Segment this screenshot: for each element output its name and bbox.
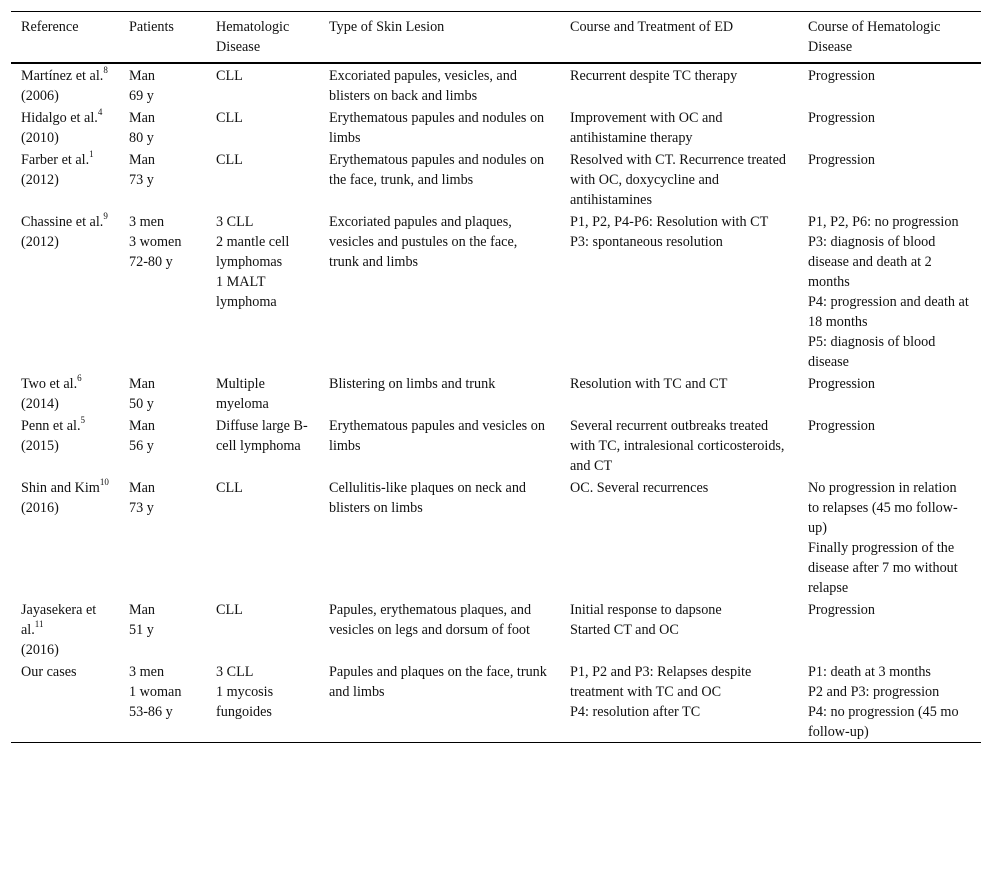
patients-cell <box>119 598 206 660</box>
treatment-cell-line: P3: spontaneous resolution <box>570 234 723 250</box>
header-treatment: Course and Treatment of ED <box>570 19 734 35</box>
comparison-table <box>11 11 981 743</box>
reference-citation-number: 6 <box>77 373 82 384</box>
reference-authors: Our cases <box>21 664 77 680</box>
reference-cell <box>11 148 119 210</box>
patients-cell-line: 3 men <box>129 664 165 680</box>
skin-lesion-cell <box>319 598 560 660</box>
reference-cell <box>11 210 119 372</box>
disease-cell <box>206 372 319 414</box>
disease-course-cell-line: P2 and P3: progression <box>808 684 940 700</box>
disease-course-cell <box>798 476 981 598</box>
reference-year: (2010) <box>21 130 59 146</box>
header-patients: Patients <box>129 19 174 35</box>
treatment-cell-line: Started CT and OC <box>570 622 679 638</box>
table-row <box>11 372 981 414</box>
disease-cell-line: CLL <box>216 602 243 618</box>
treatment-cell-line: Resolved with CT. Recurrence treated with OC, doxycycline and antihistamines <box>570 152 787 208</box>
disease-course-cell-line: P5: diagnosis of blood disease <box>808 334 936 370</box>
skin-lesion-cell-line: Erythematous papules and nodules on limbs <box>329 110 545 146</box>
patients-cell-line: 53-86 y <box>129 704 173 720</box>
reference-cell <box>11 598 119 660</box>
reference-authors: Shin and Kim <box>21 480 100 496</box>
skin-lesion-cell-line: Cellulitis-like plaques on neck and blisters on limbs <box>329 480 527 516</box>
disease-cell-line: 1 mycosis fungoides <box>216 684 274 720</box>
table-header-row <box>11 12 981 64</box>
treatment-cell <box>560 414 798 476</box>
disease-cell-line: 3 CLL <box>216 664 254 680</box>
patients-cell <box>119 476 206 598</box>
reference-year: (2016) <box>21 642 59 658</box>
skin-lesion-cell-line: Erythematous papules and nodules on the face, trunk, and limbs <box>329 152 545 188</box>
reference-year: (2014) <box>21 396 59 412</box>
treatment-cell <box>560 372 798 414</box>
skin-lesion-cell-line: Excoriated papules and plaques, vesicles and pustules on the face, trunk and limbs <box>329 214 518 270</box>
skin-lesion-cell <box>319 476 560 598</box>
reference-citation-number: 1 <box>89 149 94 160</box>
patients-cell <box>119 106 206 148</box>
patients-cell <box>119 63 206 106</box>
patients-cell-line: 69 y <box>129 88 154 104</box>
table-row <box>11 414 981 476</box>
patients-cell <box>119 660 206 743</box>
disease-cell-line: CLL <box>216 68 243 84</box>
treatment-cell-line: Improvement with OC and antihistamine therapy <box>570 110 723 146</box>
skin-lesion-cell <box>319 372 560 414</box>
patients-cell-line: 3 women <box>129 234 182 250</box>
reference-authors: Farber et al. <box>21 152 90 168</box>
disease-cell-line: 1 MALT lymphoma <box>216 274 277 310</box>
header-skin-lesion: Type of Skin Lesion <box>329 19 445 35</box>
treatment-cell <box>560 210 798 372</box>
disease-cell <box>206 598 319 660</box>
disease-course-cell-line: P1, P2, P6: no progression <box>808 214 959 230</box>
disease-cell <box>206 106 319 148</box>
reference-cell <box>11 372 119 414</box>
disease-cell-line: CLL <box>216 480 243 496</box>
patients-cell-line: Man <box>129 110 156 126</box>
reference-year: (2012) <box>21 234 59 250</box>
disease-cell <box>206 414 319 476</box>
patients-cell-line: 73 y <box>129 172 154 188</box>
reference-cell <box>11 476 119 598</box>
patients-cell-line: 56 y <box>129 438 154 454</box>
skin-lesion-cell-line: Blistering on limbs and trunk <box>329 376 496 392</box>
patients-cell-line: 72-80 y <box>129 254 173 270</box>
reference-year: (2006) <box>21 88 59 104</box>
treatment-cell-line: P4: resolution after TC <box>570 704 701 720</box>
disease-cell-line: Diffuse large B-cell lymphoma <box>216 418 308 454</box>
treatment-cell-line: Resolution with TC and CT <box>570 376 728 392</box>
header-reference: Reference <box>21 19 79 35</box>
reference-year: (2012) <box>21 172 59 188</box>
disease-cell-line: 3 CLL <box>216 214 254 230</box>
treatment-cell-line: P1, P2 and P3: Relapses despite treatment with TC and OC <box>570 664 752 700</box>
reference-citation-number: 9 <box>103 211 108 222</box>
reference-citation-number: 8 <box>103 65 108 76</box>
skin-lesion-cell-line: Papules and plaques on the face, trunk and limbs <box>329 664 547 700</box>
disease-course-cell-line: Finally progression of the disease after 7 mo without relapse <box>808 540 958 596</box>
header-hematologic-disease: Hematologic Disease <box>216 19 290 55</box>
header-disease-course: Course of Hematologic Disease <box>808 19 941 55</box>
skin-lesion-cell <box>319 106 560 148</box>
disease-course-cell-line: Progression <box>808 152 875 168</box>
table-row <box>11 63 981 106</box>
skin-lesion-cell-line: Papules, erythematous plaques, and vesicles on legs and dorsum of foot <box>329 602 532 638</box>
table-row <box>11 106 981 148</box>
reference-citation-number: 5 <box>80 415 85 426</box>
disease-cell <box>206 476 319 598</box>
disease-course-cell <box>798 598 981 660</box>
disease-course-cell <box>798 148 981 210</box>
disease-course-cell-line: Progression <box>808 376 875 392</box>
patients-cell <box>119 372 206 414</box>
reference-authors: Jayasekera et al. <box>21 602 97 638</box>
disease-course-cell-line: P3: diagnosis of blood disease and death at 2 months <box>808 234 936 290</box>
treatment-cell-line: Recurrent despite TC therapy <box>570 68 738 84</box>
reference-citation-number: 11 <box>34 619 44 630</box>
table-row <box>11 598 981 660</box>
patients-cell-line: Man <box>129 480 156 496</box>
disease-cell <box>206 660 319 743</box>
treatment-cell <box>560 598 798 660</box>
treatment-cell-line: Several recurrent outbreaks treated with TC, intralesional corticosteroids, and CT <box>570 418 785 474</box>
table-row <box>11 476 981 598</box>
disease-course-cell-line: No progression in relation to relapses (45 mo follow-up) <box>808 480 958 536</box>
patients-cell <box>119 210 206 372</box>
disease-course-cell <box>798 63 981 106</box>
reference-year: (2016) <box>21 500 59 516</box>
treatment-cell-line: Initial response to dapsone <box>570 602 722 618</box>
disease-course-cell-line: P1: death at 3 months <box>808 664 931 680</box>
skin-lesion-cell <box>319 63 560 106</box>
reference-authors: Chassine et al. <box>21 214 104 230</box>
skin-lesion-cell-line: Excoriated papules, vesicles, and blisters on back and limbs <box>329 68 517 104</box>
patients-cell-line: Man <box>129 602 156 618</box>
reference-cell <box>11 63 119 106</box>
disease-cell <box>206 148 319 210</box>
reference-year: (2015) <box>21 438 59 454</box>
disease-course-cell-line: Progression <box>808 110 875 126</box>
patients-cell-line: 50 y <box>129 396 154 412</box>
patients-cell-line: Man <box>129 68 156 84</box>
table-body <box>11 63 981 743</box>
disease-cell-line: 2 mantle cell lymphomas <box>216 234 290 270</box>
skin-lesion-cell <box>319 148 560 210</box>
treatment-cell <box>560 660 798 743</box>
patients-cell-line: Man <box>129 418 156 434</box>
disease-course-cell-line: Progression <box>808 602 875 618</box>
reference-authors: Martínez et al. <box>21 68 104 84</box>
patients-cell-line: 80 y <box>129 130 154 146</box>
skin-lesion-cell-line: Erythematous papules and vesicles on limbs <box>329 418 545 454</box>
disease-cell-line: Multiple myeloma <box>216 376 269 412</box>
patients-cell-line: 73 y <box>129 500 154 516</box>
reference-cell <box>11 660 119 743</box>
reference-cell <box>11 106 119 148</box>
reference-citation-number: 10 <box>99 477 109 488</box>
patients-cell-line: 51 y <box>129 622 154 638</box>
skin-lesion-cell <box>319 414 560 476</box>
treatment-cell <box>560 106 798 148</box>
disease-course-cell <box>798 210 981 372</box>
patients-cell <box>119 414 206 476</box>
disease-cell-line: CLL <box>216 110 243 126</box>
disease-cell-line: CLL <box>216 152 243 168</box>
treatment-cell <box>560 63 798 106</box>
patients-cell-line: Man <box>129 376 156 392</box>
skin-lesion-cell <box>319 660 560 743</box>
reference-authors: Two et al. <box>21 376 78 392</box>
disease-course-cell <box>798 414 981 476</box>
table-row <box>11 660 981 743</box>
disease-course-cell-line: P4: no progression (45 mo follow-up) <box>808 704 959 740</box>
table-row <box>11 148 981 210</box>
reference-cell <box>11 414 119 476</box>
patients-cell-line: 1 woman <box>129 684 182 700</box>
disease-course-cell <box>798 106 981 148</box>
reference-citation-number: 4 <box>97 107 103 118</box>
patients-cell <box>119 148 206 210</box>
skin-lesion-cell <box>319 210 560 372</box>
treatment-cell <box>560 476 798 598</box>
disease-course-cell <box>798 660 981 743</box>
table-row <box>11 210 981 372</box>
disease-course-cell-line: Progression <box>808 418 875 434</box>
treatment-cell <box>560 148 798 210</box>
patients-cell-line: 3 men <box>129 214 165 230</box>
disease-cell <box>206 63 319 106</box>
reference-authors: Penn et al. <box>21 418 81 434</box>
reference-authors: Hidalgo et al. <box>21 110 98 126</box>
disease-course-cell <box>798 372 981 414</box>
disease-course-cell-line: P4: progression and death at 18 months <box>808 294 969 330</box>
treatment-cell-line: OC. Several recurrences <box>570 480 709 496</box>
treatment-cell-line: P1, P2, P4-P6: Resolution with CT <box>570 214 769 230</box>
disease-cell <box>206 210 319 372</box>
disease-course-cell-line: Progression <box>808 68 875 84</box>
patients-cell-line: Man <box>129 152 156 168</box>
